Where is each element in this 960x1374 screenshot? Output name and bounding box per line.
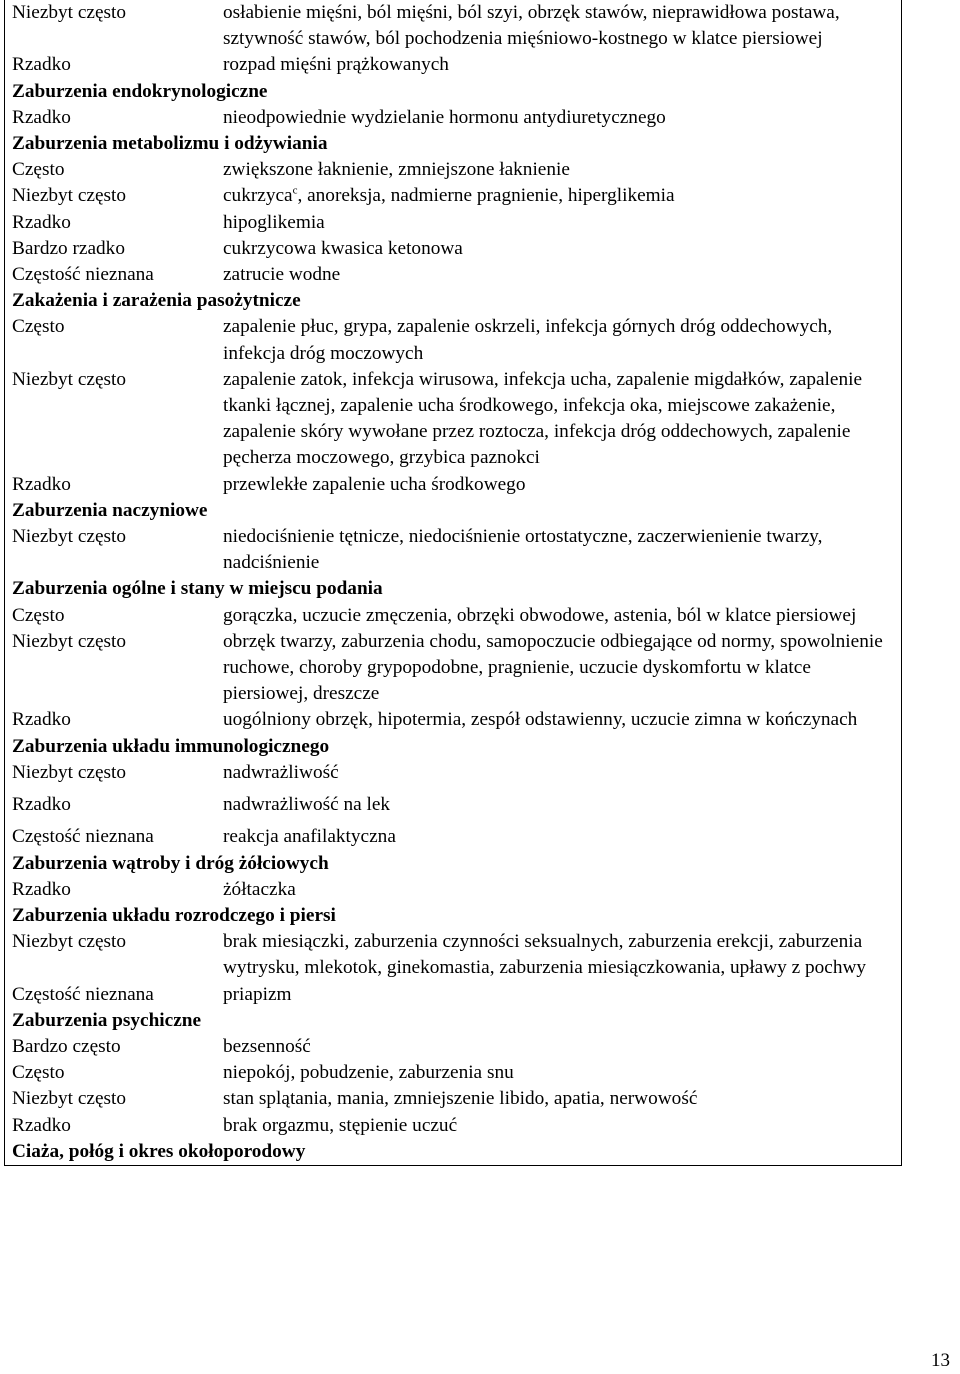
reaction-text: priapizm xyxy=(223,983,292,1005)
category-heading: Zaburzenia endokrynologiczne xyxy=(12,80,268,102)
reaction-text: , anoreksja, nadmierne pragnienie, hiperglikemia xyxy=(297,185,675,207)
reaction-cell xyxy=(223,603,901,629)
reaction-text: gorączka, uczucie zmęczenia, obrzęki obwodowe, astenia, ból w klatce piersiowej xyxy=(223,604,857,626)
table-row xyxy=(5,603,901,629)
table-row xyxy=(5,105,901,131)
frequency-cell: Bardzo rzadko xyxy=(12,237,125,259)
reaction-text: zapalenie zatok, infekcja wirusowa, infekcja ucha, zapalenie migdałków, zapalenie tkanki łącznej, zapalenie ucha środkowego, infekcja oka, miejscowe zakażenie, zapalenie skóry wywołane przez roztocza, infekcja dróg oddechowych, zapalenie pęcherza moczowego, grzybica paznokci xyxy=(223,368,863,469)
reaction-cell xyxy=(223,877,901,903)
page-number: 13 xyxy=(931,1350,950,1371)
reaction-text: obrzęk twarzy, zaburzenia chodu, samopoczucie odbiegające od normy, spowolnienie ruchowe, choroby grypopodobne, pragnienie, uczucie dyskomfortu w klatce piersiowej, dreszcze xyxy=(223,630,883,705)
table-row xyxy=(5,472,901,498)
reaction-text: niepokój, pobudzenie, zaburzenia snu xyxy=(223,1062,514,1084)
reaction-cell xyxy=(223,210,901,236)
reaction-cell xyxy=(223,629,901,708)
frequency-cell: Bardzo często xyxy=(12,1035,121,1057)
frequency-cell: Często xyxy=(12,159,65,181)
table-row xyxy=(5,982,901,1008)
reaction-text: osłabienie mięśni, ból mięśni, ból szyi, obrzęk stawów, nieprawidłowa postawa, sztywność stawów, ból pochodzenia mięśniowo-kostnego w klatce piersiowej xyxy=(223,2,840,50)
table-row xyxy=(5,1113,901,1139)
table-row xyxy=(5,367,901,472)
category-heading: Zaburzenia wątroby i dróg żółciowych xyxy=(12,852,329,874)
reaction-text: bezsenność xyxy=(223,1035,311,1057)
reaction-text: nadwrażliwość xyxy=(223,761,339,783)
reaction-cell xyxy=(223,982,901,1008)
table-row xyxy=(5,183,901,209)
table-row xyxy=(5,52,901,78)
table-row xyxy=(5,1086,901,1112)
reaction-text: nieodpowiednie wydzielanie hormonu antydiuretycznego xyxy=(223,106,666,128)
category-heading: Zaburzenia układu immunologicznego xyxy=(12,735,330,757)
reaction-cell xyxy=(223,0,901,52)
frequency-cell: Niezbyt często xyxy=(12,526,127,548)
frequency-cell: Rzadko xyxy=(12,106,71,128)
table-row xyxy=(5,824,901,850)
frequency-cell: Częstość nieznana xyxy=(12,983,154,1005)
reaction-cell xyxy=(223,236,901,262)
reaction-text: zapalenie płuc, grypa, zapalenie oskrzeli, infekcja górnych dróg oddechowych, infekcja dróg moczowych xyxy=(223,316,833,364)
reaction-cell xyxy=(223,367,901,472)
frequency-cell: Niezbyt często xyxy=(12,368,127,390)
table-row xyxy=(5,629,901,708)
frequency-cell: Często xyxy=(12,316,65,338)
frequency-cell: Niezbyt często xyxy=(12,1088,127,1110)
table-row xyxy=(5,1060,901,1086)
table-row xyxy=(5,0,901,52)
reaction-text: zatrucie wodne xyxy=(223,264,341,286)
table-row xyxy=(5,262,901,288)
reaction-cell xyxy=(223,707,901,733)
reaction-cell xyxy=(223,105,901,131)
reaction-cell xyxy=(223,760,901,786)
frequency-cell: Rzadko xyxy=(12,54,71,76)
table-row xyxy=(5,929,901,981)
reaction-text: przewlekłe zapalenie ucha środkowego xyxy=(223,473,526,495)
table-row xyxy=(5,760,901,786)
frequency-cell: Rzadko xyxy=(12,878,71,900)
reaction-text: zwiększone łaknienie, zmniejszone łaknienie xyxy=(223,159,570,181)
frequency-cell: Często xyxy=(12,1062,65,1084)
reaction-cell xyxy=(223,824,901,850)
category-heading: Zaburzenia ogólne i stany w miejscu podania xyxy=(12,578,383,600)
table-row xyxy=(5,707,901,733)
reaction-cell xyxy=(223,314,901,366)
reaction-cell xyxy=(223,472,901,498)
frequency-cell: Rzadko xyxy=(12,211,71,233)
reaction-cell xyxy=(223,524,901,576)
category-heading: Zaburzenia naczyniowe xyxy=(12,499,208,521)
reaction-cell xyxy=(223,929,901,981)
reaction-cell xyxy=(223,183,901,209)
frequency-cell: Niezbyt często xyxy=(12,931,127,953)
reaction-cell xyxy=(223,52,901,78)
frequency-cell: Niezbyt często xyxy=(12,185,127,207)
frequency-cell: Niezbyt często xyxy=(12,2,127,23)
reaction-text: hipoglikemia xyxy=(223,211,325,233)
frequency-cell: Rzadko xyxy=(12,473,71,495)
frequency-cell: Rzadko xyxy=(12,709,71,731)
frequency-cell: Często xyxy=(12,604,65,626)
category-heading: Zaburzenia metabolizmu i odżywiania xyxy=(12,133,328,155)
reaction-cell xyxy=(223,262,901,288)
frequency-cell: Częstość nieznana xyxy=(12,826,154,848)
category-heading: Ciaża, połóg i okres okołoporodowy xyxy=(12,1140,306,1162)
reaction-text: brak orgazmu, stępienie uczuć xyxy=(223,1114,458,1136)
reaction-text: niedociśnienie tętnicze, niedociśnienie ortostatyczne, zaczerwienienie twarzy, nadciśnienie xyxy=(223,526,823,574)
reaction-cell xyxy=(223,1060,901,1086)
reaction-text: cukrzycowa kwasica ketonowa xyxy=(223,237,463,259)
table-row xyxy=(5,1034,901,1060)
frequency-cell: Częstość nieznana xyxy=(12,264,154,286)
table-row xyxy=(5,236,901,262)
frequency-cell: Niezbyt często xyxy=(12,630,127,652)
table-row xyxy=(5,157,901,183)
frequency-cell: Niezbyt często xyxy=(12,761,127,783)
category-heading: Zaburzenia układu rozrodczego i piersi xyxy=(12,904,336,926)
table-row xyxy=(5,877,901,903)
frequency-cell: Rzadko xyxy=(12,794,71,816)
table-row xyxy=(5,524,901,576)
category-heading: Zaburzenia psychiczne xyxy=(12,1009,202,1031)
table-row xyxy=(5,792,901,818)
reaction-cell xyxy=(223,1034,901,1060)
frequency-cell: Rzadko xyxy=(12,1114,71,1136)
adverse-reactions-table xyxy=(4,0,902,1166)
reaction-text: uogólniony obrzęk, hipotermia, zespół odstawienny, uczucie zimna w kończynach xyxy=(223,709,858,731)
table-row xyxy=(5,210,901,236)
reaction-text: brak miesiączki, zaburzenia czynności seksualnych, zaburzenia erekcji, zaburzenia wytrysku, mlekotok, ginekomastia, zaburzenia miesiączkowania, upławy z pochwy xyxy=(223,931,867,979)
reaction-text: reakcja anafilaktyczna xyxy=(223,826,396,848)
reaction-text: nadwrażliwość na lek xyxy=(223,794,391,816)
reaction-text: cukrzyca xyxy=(223,185,293,207)
reaction-text: stan splątania, mania, zmniejszenie libido, apatia, nerwowość xyxy=(223,1088,698,1110)
reaction-text: rozpad mięśni prążkowanych xyxy=(223,54,449,76)
reaction-text: żółtaczka xyxy=(223,878,296,900)
reaction-cell xyxy=(223,792,901,818)
footnote-marker: c xyxy=(292,185,298,197)
reaction-cell xyxy=(223,1086,901,1112)
reaction-cell xyxy=(223,157,901,183)
table-row xyxy=(5,314,901,366)
category-heading: Zakażenia i zarażenia pasożytnicze xyxy=(12,290,301,312)
reaction-cell xyxy=(223,1113,901,1139)
